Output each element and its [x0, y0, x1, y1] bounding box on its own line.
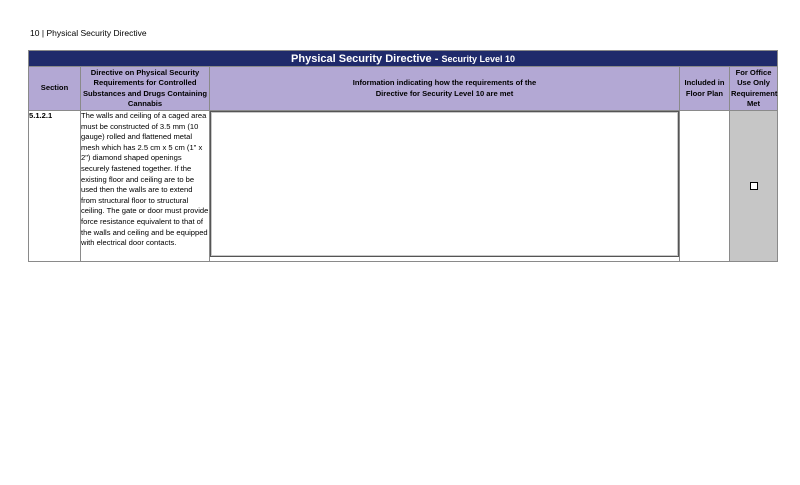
page-header [30, 28, 147, 38]
directive-table [28, 50, 778, 262]
information-input[interactable] [210, 111, 679, 257]
col-header-information: Information indicating how the requirements of the Directive for Security Level 10 are met [210, 67, 680, 111]
office-use-cell [730, 111, 778, 262]
requirement-met-checkbox[interactable] [750, 182, 758, 190]
information-cell [210, 111, 680, 262]
header-separator: | [41, 28, 45, 38]
column-header-row [29, 67, 778, 111]
table-row [29, 111, 778, 262]
table-title [29, 51, 778, 67]
table-title-row [29, 51, 778, 67]
page-number: 10 [30, 28, 40, 38]
col-header-section: Section [29, 67, 81, 111]
table-title-main: Physical Security Directive - [291, 52, 442, 65]
col-header-directive: Directive on Physical Security Requirements for Controlled Substances and Drugs Containing Cannabis [81, 67, 210, 111]
floor-plan-cell[interactable] [680, 111, 730, 262]
requirement-text: The walls and ceiling of a caged area must be constructed of 3.5 mm (10 gauge) rolled and flattened metal mesh which has 2.5 cm x 5 cm (1" x 2") diamond shaped openings securely fastened together. If the existing floor and ceiling are to be used then the walls are to extend from structural floor to structural ceiling. The gate or door must provide force resistance equivalent to that of the walls and ceiling and be equipped with electrical door contacts. [81, 111, 210, 262]
section-number: 5.1.2.1 [29, 111, 81, 262]
table-title-sub: Security Level 10 [441, 53, 515, 64]
col-header-floor-plan: Included in Floor Plan [680, 67, 730, 111]
col-header-office-use: For Office Use Only Requirement Met [730, 67, 778, 111]
document-title: Physical Security Directive [46, 28, 147, 38]
